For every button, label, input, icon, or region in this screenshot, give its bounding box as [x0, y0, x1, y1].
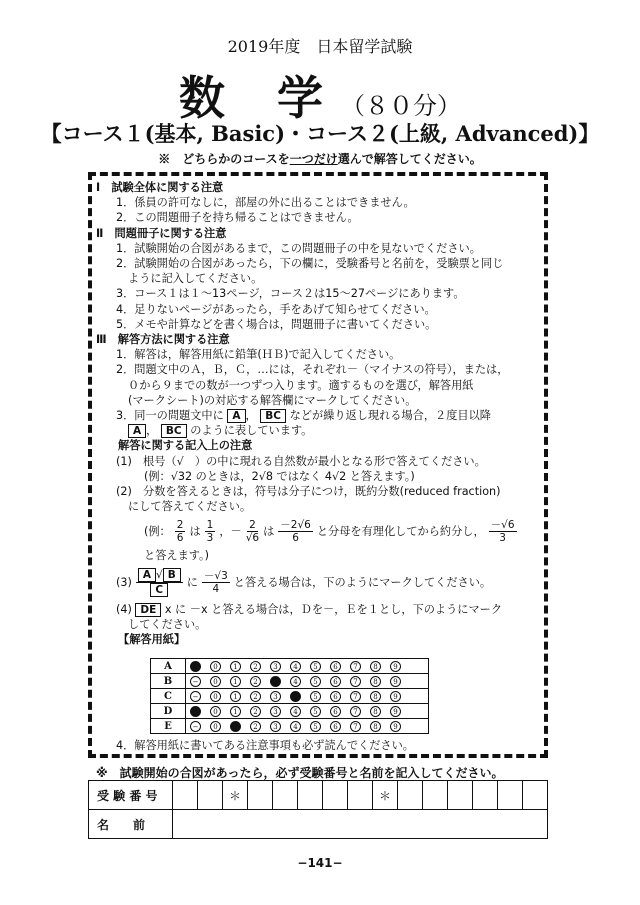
- answer-bubble[interactable]: 0: [210, 661, 221, 672]
- answer-bubble[interactable]: 0: [210, 691, 221, 702]
- answer-bubble[interactable]: 3: [270, 706, 281, 717]
- exam-number-label: 受 験 番 号: [89, 781, 173, 810]
- s3-item-4: [96, 738, 536, 753]
- answer-bubble[interactable]: 3: [270, 676, 281, 687]
- fraction-1-3: [205, 519, 216, 544]
- exam-number-asterisk: ＊: [223, 781, 248, 810]
- s3-item-3-a: 3．同一の問題文中に: [116, 409, 224, 423]
- s3-item-1: 1．解答は，解答用紙に鉛筆(ＨＢ)で記入してください。: [116, 348, 401, 362]
- note-3-ni: に: [186, 576, 198, 590]
- note-2-example: [96, 514, 536, 548]
- name-field[interactable]: [173, 810, 548, 839]
- s2-item-2-cont: ように記入してください。: [128, 272, 263, 286]
- course-note-underlined: 一つだけ: [289, 152, 338, 166]
- s2-item-3: 3．コース１は１～13ページ，コース２は15～27ページにあります。: [116, 287, 465, 301]
- answer-bubble[interactable]: 9: [390, 691, 401, 702]
- s3-item-3-d: のように表しています。: [190, 424, 313, 438]
- answer-bubble[interactable]: 2: [250, 691, 261, 702]
- answer-row-label: C: [151, 689, 186, 704]
- note-2-cont: にして答えてください。: [128, 500, 252, 514]
- note-2-mid: と分母を有理化してから約分し，: [316, 524, 485, 538]
- exam-number-cell[interactable]: [298, 781, 323, 810]
- answer-bubble[interactable]: 3: [270, 661, 281, 672]
- answer-bubble[interactable]: 3: [270, 691, 281, 702]
- answer-bubble[interactable]: 6: [330, 721, 341, 732]
- fraction-negsqrt6-3: [489, 519, 517, 544]
- answer-bubble[interactable]: 1: [230, 706, 241, 717]
- answer-sheet-sample: [150, 658, 429, 734]
- note-1: (1) 根号（√ ）の中に現れる自然数が最小となる形で答えてください。: [116, 454, 486, 468]
- answer-bubble[interactable]: 2: [250, 676, 261, 687]
- numerator: 2: [249, 518, 256, 531]
- exam-number-row: [89, 781, 548, 810]
- answer-bubble[interactable]: 1: [230, 676, 241, 687]
- box-fraction-top: A √ B: [136, 568, 183, 583]
- box-de: DE: [135, 603, 161, 617]
- answer-row-label: D: [151, 704, 186, 719]
- note-2-end: と答えます。): [144, 549, 209, 563]
- box-a-frac: A: [138, 568, 156, 582]
- answer-row-label: A: [151, 659, 186, 674]
- fraction-neg2sqrt6-6: [278, 519, 313, 544]
- s3-item-3-comma: ，: [146, 424, 158, 438]
- note-2-wa: は: [189, 524, 201, 538]
- subject-name: 数 学: [178, 71, 341, 125]
- entry-notes-title: 解答に関する記入上の注意: [118, 439, 253, 453]
- s3-item-3-b: ，: [245, 409, 257, 423]
- numerator: －√3: [203, 570, 228, 583]
- answer-bubble[interactable]: 1: [230, 661, 241, 672]
- denominator: √6: [245, 531, 260, 544]
- answer-bubble[interactable]: 5: [310, 676, 321, 687]
- s2-item-4: 4．足りないページがあったら，手をあげて知らせてください。: [116, 302, 436, 316]
- answer-grid-row: [151, 719, 429, 734]
- answer-bubbles: [186, 659, 429, 674]
- s3-item-3: [96, 408, 536, 423]
- exam-number-cell[interactable]: [348, 781, 373, 810]
- numerator: －2√6: [280, 518, 311, 531]
- s2-item-1: 1．試験開始の合図があるまで，この問題冊子の中を見ないでください。: [116, 241, 481, 255]
- answer-bubble[interactable]: 6: [330, 706, 341, 717]
- numerator: 2: [176, 518, 184, 531]
- examinee-info-table: [88, 780, 548, 839]
- answer-bubble[interactable]: 2: [250, 706, 261, 717]
- fraction-2-6: [175, 519, 186, 544]
- answer-bubble[interactable]: 1: [230, 721, 241, 732]
- exam-number-cell[interactable]: [448, 781, 473, 810]
- fraction-2-sqrt6: [246, 519, 259, 544]
- exam-number-cell[interactable]: [523, 781, 548, 810]
- exam-year-title: 2019年度 日本留学試験: [227, 37, 413, 56]
- note-2-ex-pre: (例：: [144, 524, 171, 538]
- course-line: 【コース１(基本, Basic)・コース２(上級, Advanced)】: [40, 121, 600, 146]
- note-4: [96, 602, 536, 617]
- answer-bubble[interactable]: 4: [290, 676, 301, 687]
- answer-bubbles: [186, 719, 429, 734]
- note-2-comma: ，－: [219, 524, 242, 538]
- answer-bubble[interactable]: 0: [210, 706, 221, 717]
- answer-bubble[interactable]: 7: [350, 706, 361, 717]
- answer-bubble[interactable]: 7: [350, 661, 361, 672]
- denominator: 4: [212, 583, 220, 596]
- answer-sheet-label: 【解答用紙】: [118, 633, 186, 647]
- answer-bubble[interactable]: 0: [210, 721, 221, 732]
- answer-bubble[interactable]: 9: [390, 706, 401, 717]
- note-4-num: (4): [116, 602, 132, 616]
- answer-bubble[interactable]: 7: [350, 721, 361, 732]
- duration: （８０分）: [341, 92, 461, 120]
- answer-bubble[interactable]: 7: [350, 691, 361, 702]
- note-1-example: (例：√32 のときは，2√8 ではなく 4√2 と答えます。): [144, 469, 415, 483]
- exam-number-cell[interactable]: [273, 781, 298, 810]
- exam-number-cell[interactable]: [473, 781, 498, 810]
- answer-row-label: B: [151, 674, 186, 689]
- exam-number-cell[interactable]: [198, 781, 223, 810]
- box-fraction: [136, 568, 183, 597]
- note-3-post: と答える場合は，下のようにマークしてください。: [233, 576, 492, 590]
- section-3-title: Ⅲ 解答方法に関する注意: [96, 333, 230, 347]
- instructions-content: [96, 180, 536, 647]
- s3-item-2: 2．問題文中のＡ，Ｂ，Ｃ，…には，それぞれ－（マイナスの符号），または，: [116, 363, 509, 377]
- exam-number-cell[interactable]: [398, 781, 423, 810]
- denominator: 6: [292, 531, 299, 544]
- s1-item-2: 2．この問題冊子を持ち帰ることはできません。: [116, 211, 359, 225]
- note-2-wa-2: は: [263, 524, 275, 538]
- denominator: 6: [176, 531, 184, 544]
- exam-number-cell[interactable]: [498, 781, 523, 810]
- answer-bubble[interactable]: 4: [290, 706, 301, 717]
- bottom-note: ※ 試験開始の合図があったら，必ず受験番号と名前を記入してください。: [96, 766, 504, 780]
- course-note: [0, 150, 640, 167]
- answer-bubble[interactable]: 9: [390, 676, 401, 687]
- s3-item-4-text: 4．解答用紙に書いてある注意事項も必ず読んでください。: [116, 739, 414, 752]
- name-row: [89, 810, 548, 839]
- answer-bubble[interactable]: 6: [330, 661, 341, 672]
- numerator: 1: [206, 518, 214, 531]
- section-1-title: Ⅰ 試験全体に関する注意: [96, 181, 224, 194]
- box-b-frac: B: [163, 568, 181, 582]
- page-number: −141−: [297, 856, 343, 870]
- answer-bubble[interactable]: 2: [250, 721, 261, 732]
- box-c-frac: C: [150, 583, 168, 597]
- s3-item-3-cont: [96, 423, 536, 438]
- answer-bubble[interactable]: −: [190, 721, 201, 732]
- answer-bubble[interactable]: −: [190, 706, 201, 717]
- exam-number-cell[interactable]: [173, 781, 198, 810]
- answer-bubble[interactable]: 4: [290, 661, 301, 672]
- answer-grid-row: [151, 659, 429, 674]
- answer-bubble[interactable]: 4: [290, 691, 301, 702]
- exam-number-cell[interactable]: [323, 781, 348, 810]
- box-a: A: [227, 409, 245, 423]
- exam-number-cell[interactable]: [248, 781, 273, 810]
- answer-bubble[interactable]: 8: [370, 661, 381, 672]
- answer-row-label: E: [151, 719, 186, 734]
- answer-bubble[interactable]: 5: [310, 706, 321, 717]
- answer-bubble[interactable]: −: [190, 691, 201, 702]
- denominator: 3: [206, 531, 214, 544]
- answer-bubbles: [186, 689, 429, 704]
- denominator: 3: [499, 531, 506, 544]
- note-3: [96, 564, 536, 602]
- answer-bubble[interactable]: −: [190, 676, 201, 687]
- box-bc: BC: [260, 409, 286, 423]
- section-2-title: Ⅱ 問題冊子に関する注意: [96, 226, 227, 240]
- answer-grid-row: [151, 704, 429, 719]
- answer-bubble[interactable]: 6: [330, 691, 341, 702]
- answer-bubble[interactable]: 5: [310, 661, 321, 672]
- fraction-negsqrt3-4: [202, 570, 230, 595]
- s3-item-3-c: などが繰り返し現れる場合，２度目以降: [289, 409, 491, 423]
- s2-item-5: 5．メモや計算などを書く場合は，問題冊子に書いてください。: [116, 317, 437, 331]
- box-a-repeat: A: [128, 424, 146, 438]
- box-bc-repeat: BC: [161, 424, 187, 438]
- numerator: －√6: [490, 518, 515, 531]
- note-4-cont: してください。: [128, 617, 207, 631]
- s3-item-2-cont-2: (マークシート)の対応する解答欄にマークしてください。: [128, 393, 417, 407]
- answer-bubble[interactable]: 4: [290, 721, 301, 732]
- answer-bubble[interactable]: 9: [390, 661, 401, 672]
- answer-bubble[interactable]: 1: [230, 691, 241, 702]
- box-fraction-bottom: [150, 583, 168, 597]
- exam-number-cell[interactable]: [423, 781, 448, 810]
- answer-bubble[interactable]: 2: [250, 661, 261, 672]
- exam-number-asterisk-2: ＊: [373, 781, 398, 810]
- s2-item-2: 2．試験開始の合図があったら，下の欄に，受験番号と名前を，受験票と同じ: [116, 257, 504, 271]
- note-2: (2) 分数を答えるときは，符号は分子につけ，既約分数(reduced fraction): [116, 485, 501, 499]
- s3-item-2-cont-1: ０から９までの数が一つずつ入ります。適するものを選び，解答用紙: [128, 378, 474, 392]
- answer-bubble[interactable]: 7: [350, 676, 361, 687]
- answer-bubbles: [186, 704, 429, 719]
- answer-bubble[interactable]: −: [190, 661, 201, 672]
- name-label: 名 前: [89, 810, 173, 839]
- answer-grid-row: [151, 674, 429, 689]
- answer-bubble[interactable]: 8: [370, 721, 381, 732]
- note-3-num: (3): [116, 576, 132, 590]
- answer-grid-row: [151, 689, 429, 704]
- course-note-pre: ※ どちらかのコースを: [158, 152, 290, 166]
- answer-bubble[interactable]: 8: [370, 691, 381, 702]
- answer-bubble[interactable]: 5: [310, 721, 321, 732]
- course-note-post: 選んで解答してください。: [337, 152, 482, 166]
- answer-bubble[interactable]: 8: [370, 706, 381, 717]
- note-4-text: x に －x と答える場合は，Ｄを－，Ｅを１とし，下のようにマーク: [164, 602, 503, 616]
- answer-bubble[interactable]: 6: [330, 676, 341, 687]
- answer-bubble[interactable]: 8: [370, 676, 381, 687]
- answer-bubble[interactable]: 0: [210, 676, 221, 687]
- answer-bubbles: [186, 674, 429, 689]
- answer-bubble[interactable]: 9: [390, 721, 401, 732]
- answer-bubble[interactable]: 3: [270, 721, 281, 732]
- answer-bubble[interactable]: 5: [310, 691, 321, 702]
- s1-item-1: 1．係員の許可なしに，部屋の外に出ることはできません。: [116, 196, 415, 210]
